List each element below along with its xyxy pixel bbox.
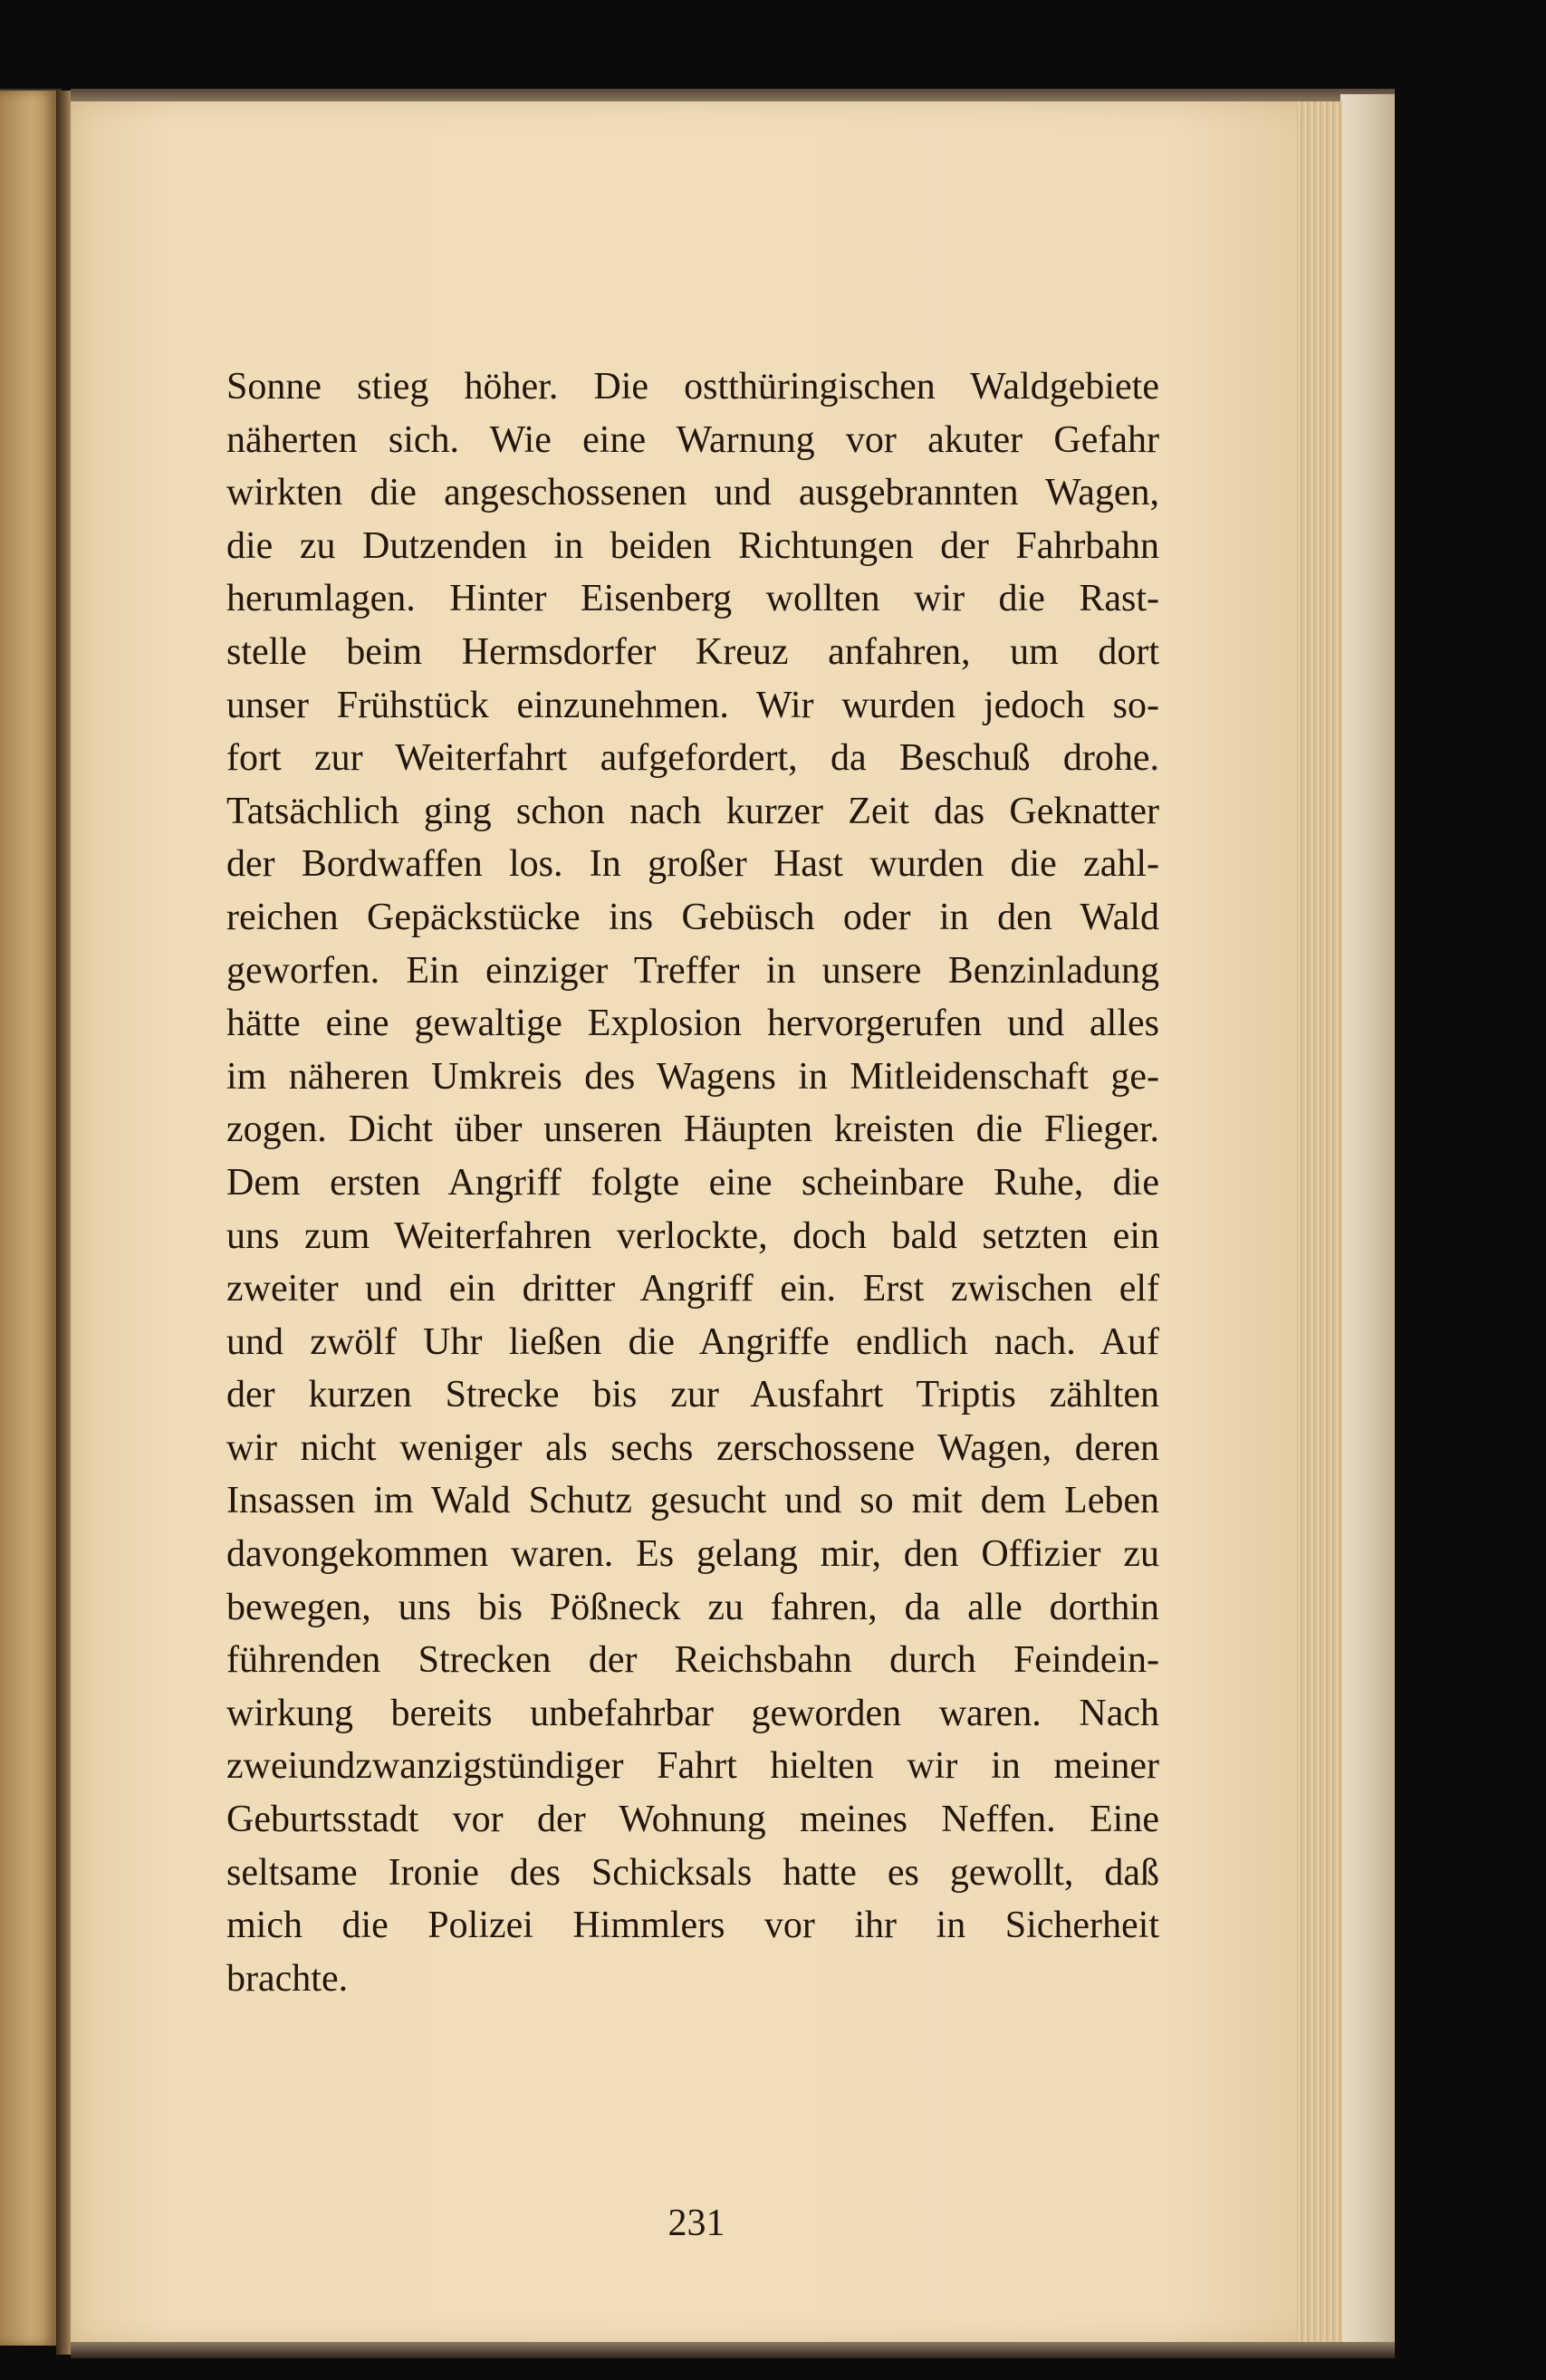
text-line: Insassen im Wald Schutz gesucht und so mit dem Leben xyxy=(226,1480,1159,1522)
bottom-cover-edge xyxy=(71,2342,1395,2358)
text-line: Dem ersten Angriff folgte eine scheinbare Ruhe, die xyxy=(226,1161,1159,1204)
text-line: davongekommen waren. Es gelang mir, den Offizier zu xyxy=(226,1533,1159,1576)
text-line: hätte eine gewaltige Explosion hervorgerufen und alles xyxy=(226,1003,1159,1045)
text-line: wir nicht weniger als sechs zerschossene Wagen, deren xyxy=(226,1426,1159,1469)
book-page xyxy=(71,101,1322,2344)
text-line: die zu Dutzenden in beiden Richtungen der Fahrbahn xyxy=(226,524,1159,567)
text-line: seltsame Ironie des Schicksals hatte es gewollt, daß xyxy=(226,1851,1159,1894)
text-line: brachte. xyxy=(226,1957,349,2000)
text-line: und zwölf Uhr ließen die Angriffe endlich nach. Auf xyxy=(226,1320,1159,1363)
text-line: wirkung bereits unbefahrbar geworden waren. Nach xyxy=(226,1692,1159,1734)
text-line: Tatsächlich ging schon nach kurzer Zeit das Geknatter xyxy=(226,790,1159,832)
text-line: herumlagen. Hinter Eisenberg wollten wir die Rast- xyxy=(226,578,1159,620)
left-page-edge xyxy=(0,91,56,2346)
text-line: führenden Strecken der Reichsbahn durch Feindein- xyxy=(226,1639,1159,1682)
text-line: fort zur Weiterfahrt aufgefordert, da Beschuß drohe. xyxy=(226,737,1159,780)
text-line: reichen Gepäckstücke ins Gebüsch oder in den Wald xyxy=(226,896,1159,938)
text-line: Geburtsstadt vor der Wohnung meines Neffen. Eine xyxy=(226,1799,1159,1841)
text-line: geworfen. Ein einziger Treffer in unsere Benzinladung xyxy=(226,949,1159,992)
text-line: der kurzen Strecke bis zur Ausfahrt Triptis zählten xyxy=(226,1374,1159,1416)
right-cover-board xyxy=(1340,94,1395,2358)
text-line: zweiter und ein dritter Angriff ein. Erst zwischen elf xyxy=(226,1268,1159,1310)
page-number: 231 xyxy=(667,2202,725,2244)
text-line: stelle beim Hermsdorfer Kreuz anfahren, um dort xyxy=(226,630,1159,673)
text-line: unser Frühstück einzunehmen. Wir wurden jedoch so- xyxy=(226,684,1159,726)
text-line: im näheren Umkreis des Wagens in Mitleidenschaft ge- xyxy=(226,1055,1159,1098)
text-line: bewegen, uns bis Pößneck zu fahren, da alle dorthin xyxy=(226,1586,1159,1628)
page-edge-stack xyxy=(1297,101,1342,2344)
text-line: der Bordwaffen los. In großer Hast wurden die zahl- xyxy=(226,843,1159,886)
text-line: Sonne stieg höher. Die ostthüringischen Waldgebiete xyxy=(226,366,1159,408)
text-line: uns zum Weiterfahren verlockte, doch bald setzten ein xyxy=(226,1214,1159,1257)
text-line: mich die Polizei Himmlers vor ihr in Sicherheit xyxy=(226,1905,1159,1947)
text-line: näherten sich. Wie eine Warnung vor akuter Gefahr xyxy=(226,418,1159,461)
text-line: zogen. Dicht über unseren Häupten kreisten die Flieger. xyxy=(226,1108,1159,1151)
text-line: wirkten die angeschossenen und ausgebrannten Wagen, xyxy=(226,472,1159,514)
body-text xyxy=(226,360,1159,2005)
text-line: zweiundzwanzigstündiger Fahrt hielten wir in meiner xyxy=(226,1745,1159,1788)
